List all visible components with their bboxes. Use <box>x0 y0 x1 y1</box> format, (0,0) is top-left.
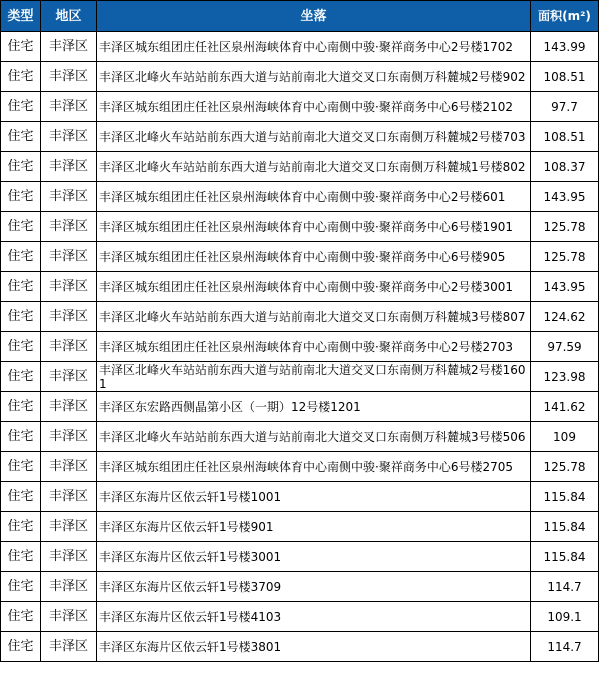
cell-address: 丰泽区城东组团庄任社区泉州海峡体育中心南侧中骏·聚祥商务中心2号楼601 <box>97 182 531 212</box>
cell-type: 住宅 <box>1 152 41 182</box>
cell-area: 108.37 <box>531 152 599 182</box>
table-row <box>1 32 599 62</box>
cell-type: 住宅 <box>1 422 41 452</box>
table-row <box>1 62 599 92</box>
cell-type: 住宅 <box>1 242 41 272</box>
cell-area: 109.1 <box>531 602 599 632</box>
table-row <box>1 602 599 632</box>
cell-area: 108.51 <box>531 62 599 92</box>
cell-district: 丰泽区 <box>41 332 97 362</box>
cell-district: 丰泽区 <box>41 62 97 92</box>
header-type: 类型 <box>1 1 41 32</box>
cell-area: 115.84 <box>531 482 599 512</box>
table-row <box>1 332 599 362</box>
table-row <box>1 482 599 512</box>
cell-address: 丰泽区城东组团庄任社区泉州海峡体育中心南侧中骏·聚祥商务中心2号楼2703 <box>97 332 531 362</box>
table-header <box>1 1 599 32</box>
cell-type: 住宅 <box>1 482 41 512</box>
table-row <box>1 512 599 542</box>
table-row <box>1 122 599 152</box>
cell-district: 丰泽区 <box>41 512 97 542</box>
cell-area: 123.98 <box>531 362 599 392</box>
cell-type: 住宅 <box>1 302 41 332</box>
table-row <box>1 242 599 272</box>
cell-address: 丰泽区北峰火车站站前东西大道与站前南北大道交叉口东南侧万科麓城3号楼807 <box>97 302 531 332</box>
cell-address: 丰泽区东海片区依云轩1号楼3001 <box>97 542 531 572</box>
cell-area: 115.84 <box>531 512 599 542</box>
cell-type: 住宅 <box>1 62 41 92</box>
cell-district: 丰泽区 <box>41 422 97 452</box>
cell-area: 114.7 <box>531 632 599 662</box>
header-row <box>1 1 599 32</box>
cell-address: 丰泽区北峰火车站站前东西大道与站前南北大道交叉口东南侧万科麓城1号楼802 <box>97 152 531 182</box>
cell-area: 97.59 <box>531 332 599 362</box>
cell-type: 住宅 <box>1 542 41 572</box>
table-row <box>1 572 599 602</box>
cell-district: 丰泽区 <box>41 182 97 212</box>
cell-area: 141.62 <box>531 392 599 422</box>
cell-address: 丰泽区城东组团庄任社区泉州海峡体育中心南侧中骏·聚祥商务中心2号楼3001 <box>97 272 531 302</box>
cell-address: 丰泽区城东组团庄任社区泉州海峡体育中心南侧中骏·聚祥商务中心6号楼905 <box>97 242 531 272</box>
table-row <box>1 182 599 212</box>
cell-address: 丰泽区东海片区依云轩1号楼4103 <box>97 602 531 632</box>
cell-address: 丰泽区北峰火车站站前东西大道与站前南北大道交叉口东南侧万科麓城2号楼1601 <box>97 362 531 392</box>
cell-area: 97.7 <box>531 92 599 122</box>
cell-type: 住宅 <box>1 392 41 422</box>
cell-district: 丰泽区 <box>41 542 97 572</box>
header-district: 地区 <box>41 1 97 32</box>
cell-address: 丰泽区城东组团庄任社区泉州海峡体育中心南侧中骏·聚祥商务中心6号楼2705 <box>97 452 531 482</box>
cell-type: 住宅 <box>1 632 41 662</box>
table-row <box>1 212 599 242</box>
cell-type: 住宅 <box>1 512 41 542</box>
cell-area: 125.78 <box>531 242 599 272</box>
cell-district: 丰泽区 <box>41 152 97 182</box>
cell-area: 143.95 <box>531 182 599 212</box>
table-row <box>1 392 599 422</box>
cell-address: 丰泽区北峰火车站站前东西大道与站前南北大道交叉口东南侧万科麓城2号楼703 <box>97 122 531 152</box>
table-body <box>1 32 599 662</box>
cell-district: 丰泽区 <box>41 302 97 332</box>
cell-address: 丰泽区城东组团庄任社区泉州海峡体育中心南侧中骏·聚祥商务中心6号楼2102 <box>97 92 531 122</box>
cell-address: 丰泽区东宏路西侧晶第小区（一期）12号楼1201 <box>97 392 531 422</box>
cell-district: 丰泽区 <box>41 572 97 602</box>
cell-area: 143.99 <box>531 32 599 62</box>
cell-type: 住宅 <box>1 92 41 122</box>
cell-district: 丰泽区 <box>41 272 97 302</box>
cell-type: 住宅 <box>1 122 41 152</box>
cell-district: 丰泽区 <box>41 32 97 62</box>
cell-area: 124.62 <box>531 302 599 332</box>
table-row <box>1 362 599 392</box>
cell-district: 丰泽区 <box>41 452 97 482</box>
cell-district: 丰泽区 <box>41 92 97 122</box>
cell-type: 住宅 <box>1 212 41 242</box>
cell-district: 丰泽区 <box>41 392 97 422</box>
cell-area: 109 <box>531 422 599 452</box>
cell-area: 115.84 <box>531 542 599 572</box>
table-row <box>1 152 599 182</box>
cell-type: 住宅 <box>1 452 41 482</box>
cell-area: 114.7 <box>531 572 599 602</box>
cell-address: 丰泽区北峰火车站站前东西大道与站前南北大道交叉口东南侧万科麓城3号楼506 <box>97 422 531 452</box>
cell-address: 丰泽区东海片区依云轩1号楼1001 <box>97 482 531 512</box>
table-row <box>1 452 599 482</box>
cell-type: 住宅 <box>1 362 41 392</box>
cell-type: 住宅 <box>1 32 41 62</box>
cell-address: 丰泽区东海片区依云轩1号楼3709 <box>97 572 531 602</box>
cell-area: 125.78 <box>531 212 599 242</box>
table-row <box>1 632 599 662</box>
cell-address: 丰泽区城东组团庄任社区泉州海峡体育中心南侧中骏·聚祥商务中心2号楼1702 <box>97 32 531 62</box>
cell-area: 143.95 <box>531 272 599 302</box>
cell-address: 丰泽区东海片区依云轩1号楼901 <box>97 512 531 542</box>
table-row <box>1 302 599 332</box>
cell-district: 丰泽区 <box>41 482 97 512</box>
table-row <box>1 92 599 122</box>
cell-type: 住宅 <box>1 272 41 302</box>
cell-type: 住宅 <box>1 182 41 212</box>
table-row <box>1 272 599 302</box>
header-area: 面积(m²) <box>531 1 599 32</box>
cell-type: 住宅 <box>1 572 41 602</box>
cell-type: 住宅 <box>1 332 41 362</box>
cell-area: 125.78 <box>531 452 599 482</box>
cell-area: 108.51 <box>531 122 599 152</box>
table-row <box>1 542 599 572</box>
cell-district: 丰泽区 <box>41 242 97 272</box>
cell-type: 住宅 <box>1 602 41 632</box>
cell-district: 丰泽区 <box>41 122 97 152</box>
header-address: 坐落 <box>97 1 531 32</box>
cell-district: 丰泽区 <box>41 602 97 632</box>
table-row <box>1 422 599 452</box>
cell-address: 丰泽区东海片区依云轩1号楼3801 <box>97 632 531 662</box>
cell-district: 丰泽区 <box>41 632 97 662</box>
cell-address: 丰泽区城东组团庄任社区泉州海峡体育中心南侧中骏·聚祥商务中心6号楼1901 <box>97 212 531 242</box>
cell-address: 丰泽区北峰火车站站前东西大道与站前南北大道交叉口东南侧万科麓城2号楼902 <box>97 62 531 92</box>
cell-district: 丰泽区 <box>41 212 97 242</box>
cell-district: 丰泽区 <box>41 362 97 392</box>
